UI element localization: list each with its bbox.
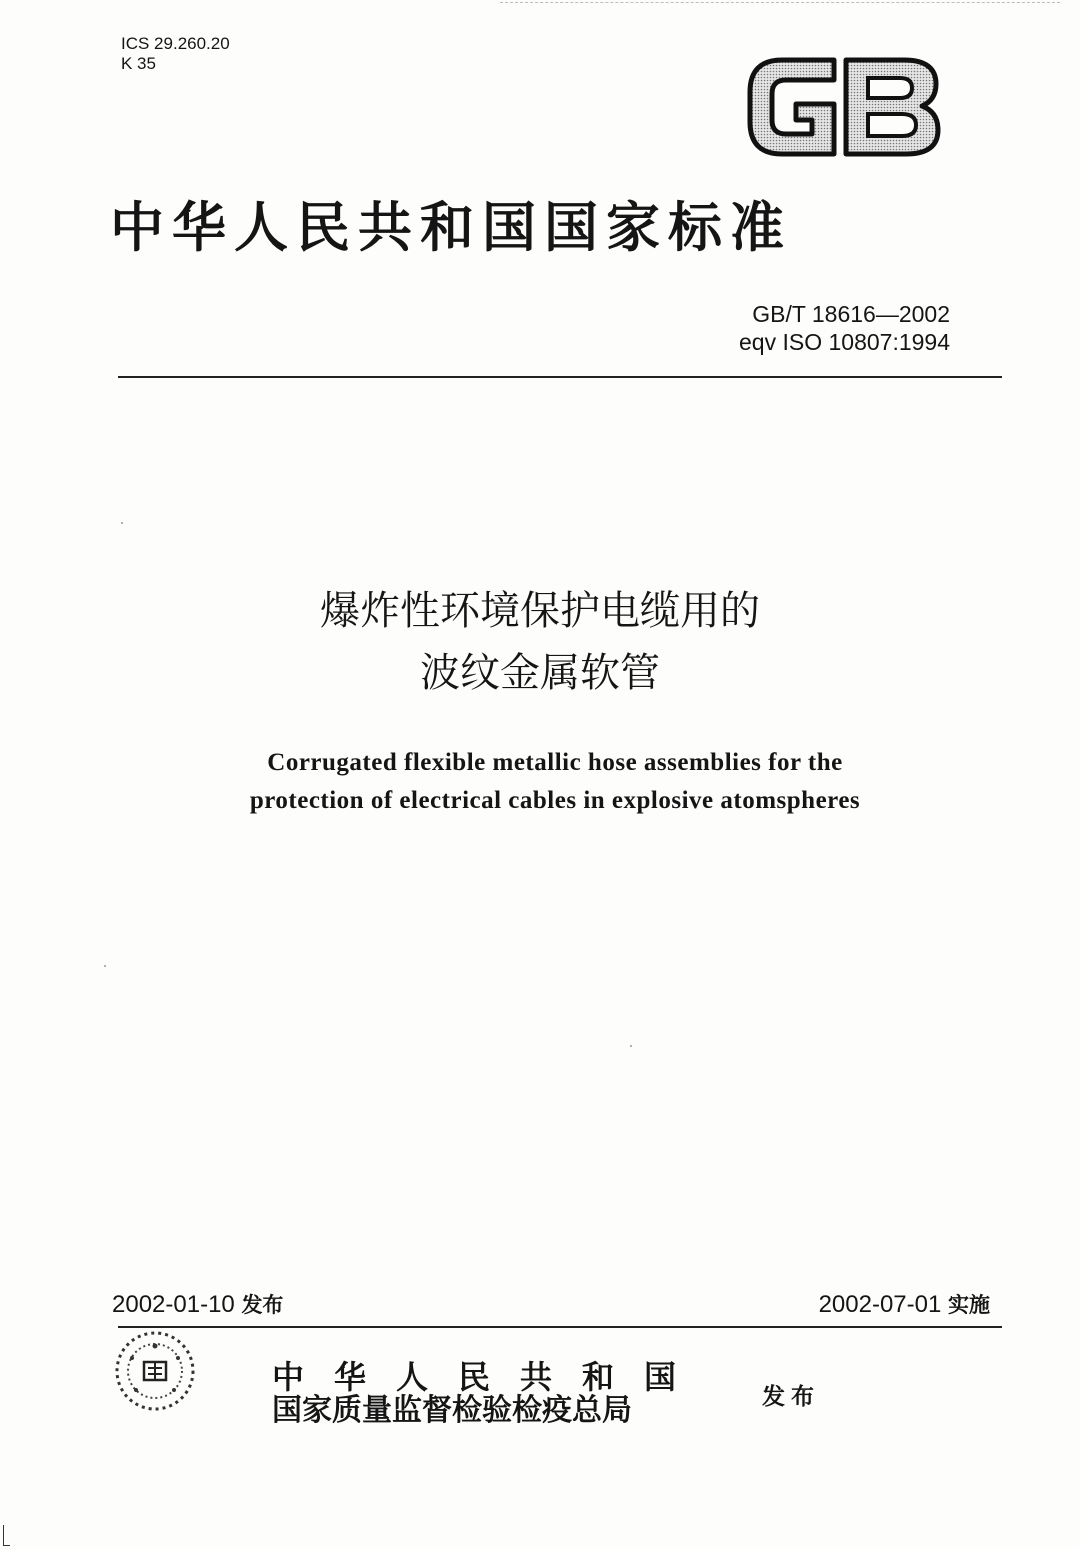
implementation-label: 实施 [948, 1293, 990, 1317]
scan-edge-line [500, 2, 1060, 3]
standard-number-block [739, 300, 950, 356]
english-title-line-1: Corrugated flexible metallic hose assemblies for the [267, 749, 843, 776]
issue-label: 发布 [241, 1293, 284, 1317]
publisher-line-1: 中华人民共和国 [272, 1358, 707, 1396]
issue-date-block [112, 1290, 283, 1320]
english-document-title [0, 744, 1080, 820]
scan-speck [104, 965, 106, 967]
implementation-date: 2002-07-01 [818, 1291, 942, 1318]
chinese-title-line-1: 爆炸性环境保护电缆用的 [320, 588, 760, 634]
implementation-date-block [819, 1290, 990, 1320]
chinese-title-line-2: 波纹金属软管 [420, 650, 660, 696]
authority-seal-icon [112, 1328, 198, 1414]
publish-action-label: 发布 [762, 1384, 820, 1410]
ccs-code: K 35 [121, 54, 156, 73]
footer-divider [118, 1326, 1002, 1328]
english-title-line-2: protection of electrical cables in explosive atomspheres [249, 787, 861, 814]
ics-code: ICS 29.260.20 [121, 34, 230, 53]
chinese-document-title [0, 580, 1080, 704]
scan-corner-mark [3, 1525, 10, 1546]
classification-codes [121, 34, 230, 74]
scan-speck [121, 522, 123, 524]
national-standard-title: 中华人民共和国国家标准 [110, 195, 792, 259]
publisher-line-2: 国家质量监督检验检疫总局 [272, 1393, 632, 1428]
gb-logo-icon [742, 52, 942, 162]
publisher-block [272, 1360, 706, 1428]
standard-number: GB/T 18616—2002 [752, 301, 950, 327]
header-divider [118, 376, 1002, 378]
issue-date: 2002-01-10 [112, 1291, 235, 1318]
scan-speck [630, 1045, 632, 1047]
iso-equivalence: eqv ISO 10807:1994 [739, 329, 950, 355]
